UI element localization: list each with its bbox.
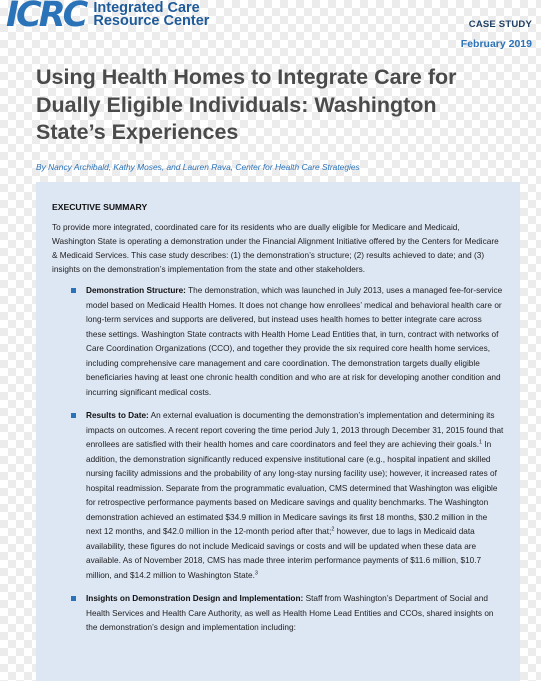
- bullet-text: The demonstration, which was launched in July 2013, uses a managed fee-for-service model based on Medicaid Health Homes. It does not change how enrollees’ medical and behavioral health care or long-term services and supports are delivered, but instead uses health homes to better integrate care across these settings. Washington State contracts with Health Home Lead Entities that, in turn, contract with networks of Care Coordination Organizations (CCO), and together they provide the six required core health home services, including comprehensive care management and care coordination. The demonstration targets dually eligible beneficiaries having at least one chronic health condition and who are at risk for developing another condition and incurring significant medical costs.: [86, 286, 503, 397]
- document-title: Using Health Homes to Integrate Care for Dually Eligible Individuals: Washington State’s Experiences: [36, 65, 457, 144]
- authors-line: By Nancy Archibald, Kathy Moses, and Lauren Rava, Center for Health Care Strategies: [36, 162, 360, 172]
- bullet-results-to-date: [86, 409, 504, 583]
- bullet-heading: Demonstration Structure:: [86, 286, 186, 295]
- executive-summary-heading: EXECUTIVE SUMMARY: [52, 202, 148, 212]
- footnote-ref[interactable]: 1: [479, 439, 483, 446]
- logo-line-1: Integrated Care: [93, 0, 200, 16]
- executive-summary-intro: To provide more integrated, coordinated care for its residents who are dually eligible for Medicare and Medicaid, Washington State is operating a demonstration under the Financial Alignment Initiative offered by the Centers for Medicare & Medicaid Services. This case study describes: (1) the demonstration’s structure; (2) results achieved to date; and (3) insights on the demonstration’s implementation from the state and other stakeholders.: [52, 223, 499, 274]
- bullet-insights: [86, 592, 504, 636]
- bullet-heading: Insights on Demonstration Design and Implementation:: [86, 594, 304, 603]
- bullet-demonstration-structure: [86, 284, 504, 400]
- document-type: CASE STUDY: [468, 19, 532, 30]
- logo-mark: ICRC: [6, 0, 86, 35]
- square-bullet-icon: [71, 288, 76, 293]
- square-bullet-icon: [71, 596, 76, 601]
- footnote-ref[interactable]: 3: [254, 569, 258, 576]
- bullet-text: however, due to lags in Medicaid data availability, these figures do not include Medicaid savings or costs and will be updated when these data are available. As of November 2018, CMS has made three interim performance payments of $11.6 million, $10.7 million, and $14.2 million to Washington State.: [86, 527, 482, 580]
- icrc-logo: [6, 0, 210, 35]
- executive-summary-box: [36, 182, 520, 681]
- bullet-text: In addition, the demonstration significantly reduced expensive institutional care (e.g., hospital inpatient and skilled nursing facility admissions and the probability of any long-stay nursing facility use); however, it increased rates of hospital readmission. Separate from the programmatic evaluation, CMS determined that Washington was eligible for retrospective performance payments based on Medicare savings and quality benchmarks. The Washington demonstration achieved an estimated $34.9 million in Medicare savings its first 18 months, $30.2 million in the next 12 months, and $42.0 million in the 12-month period after that;: [86, 440, 498, 536]
- bullet-heading: Results to Date:: [86, 411, 149, 420]
- logo-line-2: Resource Center: [93, 13, 210, 29]
- bullet-text: An external evaluation is documenting the demonstration’s implementation and determining its impacts on outcomes. A recent report covering the time period July 1, 2013 through December 31, 2015 found that enrollees are satisfied with their health homes and care coordinators and feel they are achieving their goals.: [86, 411, 504, 449]
- publication-date: February 2019: [460, 38, 532, 50]
- bullet-text: Staff from Washington’s Department of Social and Health Services and Health Care Authority, as well as Health Home Lead Entities and CCOs, shared insights on the demonstration’s design and implementation including:: [86, 594, 494, 632]
- logo-text: [93, 2, 209, 28]
- footnote-ref[interactable]: 2: [331, 526, 335, 533]
- square-bullet-icon: [71, 413, 76, 418]
- summary-bullet-list: [52, 284, 504, 636]
